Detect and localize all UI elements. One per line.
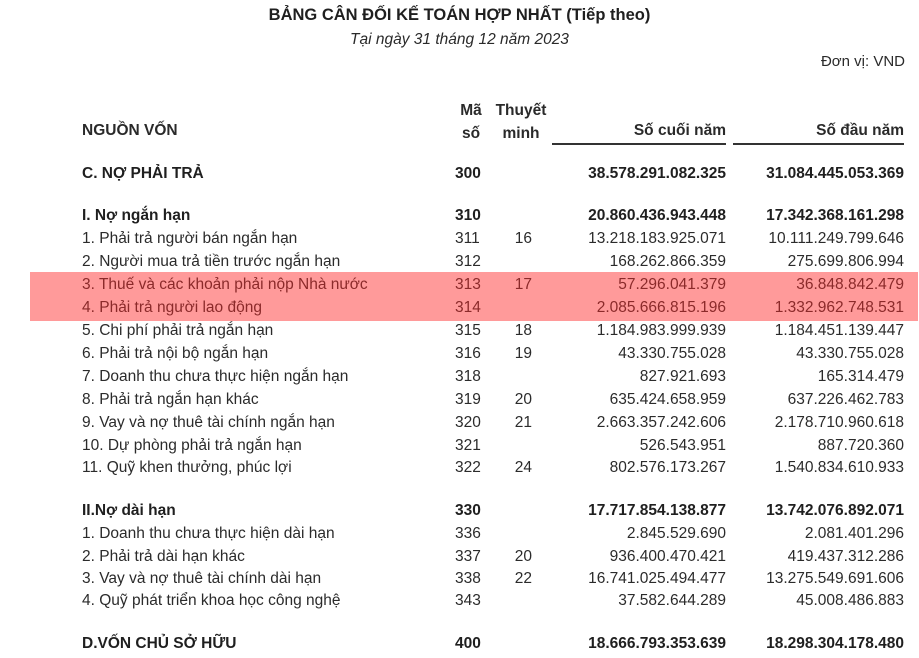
column-header-note-line1: Thuyết (495, 102, 547, 119)
row-start-value: 13.275.549.691.606 (766, 570, 904, 587)
row-start-value: 637.226.462.783 (787, 391, 904, 408)
row-end-value: 526.543.951 (639, 437, 726, 454)
table-row (0, 343, 919, 365)
document-title: BẢNG CÂN ĐỐI KẾ TOÁN HỢP NHẤT (Tiếp theo) (268, 6, 651, 24)
row-code: 316 (455, 345, 481, 362)
table-row (0, 389, 919, 411)
table-row (0, 435, 919, 457)
row-end-value: 16.741.025.494.477 (588, 570, 726, 587)
row-name: 2. Người mua trả tiền trước ngắn hạn (82, 253, 341, 270)
row-name: 10. Dự phòng phải trả ngắn hạn (82, 437, 302, 454)
row-name: 3. Vay và nợ thuê tài chính dài hạn (82, 570, 322, 587)
row-start-value: 43.330.755.028 (796, 345, 904, 362)
table-row (0, 163, 919, 185)
table-row (0, 366, 919, 388)
row-end-value: 2.845.529.690 (626, 525, 726, 542)
row-note: 19 (514, 345, 532, 362)
row-start-value: 45.008.486.883 (796, 592, 904, 609)
row-name: 1. Phải trả người bán ngắn hạn (82, 230, 298, 247)
row-name: I. Nợ ngắn hạn (82, 207, 191, 224)
row-start-value: 887.720.360 (817, 437, 904, 454)
row-name: 5. Chi phí phải trả ngắn hạn (82, 322, 274, 339)
column-header-note-line2: minh (502, 125, 540, 142)
row-start-value: 1.540.834.610.933 (774, 459, 904, 476)
row-note: 20 (514, 548, 532, 565)
row-code: 313 (455, 276, 481, 293)
row-end-value: 18.666.793.353.639 (588, 635, 726, 652)
table-row (0, 568, 919, 590)
row-name: D.VỐN CHỦ SỞ HỮU (82, 635, 237, 652)
row-note: 22 (514, 570, 532, 587)
row-end-value: 936.400.470.421 (609, 548, 726, 565)
column-header-note (490, 99, 552, 145)
row-code: 322 (455, 459, 481, 476)
row-note: 24 (514, 459, 532, 476)
row-end-value: 635.424.658.959 (609, 391, 726, 408)
row-code: 336 (455, 525, 481, 542)
row-start-value: 419.437.312.286 (787, 548, 904, 565)
row-end-value: 827.921.693 (639, 368, 726, 385)
row-name: C. NỢ PHẢI TRẢ (82, 165, 204, 182)
row-start-value: 1.332.962.748.531 (774, 299, 904, 316)
row-end-value: 2.663.357.242.606 (596, 414, 726, 431)
row-code: 337 (455, 548, 481, 565)
row-end-value: 17.717.854.138.877 (588, 502, 726, 519)
column-header-end-of-year: Số cuối năm (552, 122, 726, 145)
row-start-value: 2.178.710.960.618 (774, 414, 904, 431)
row-start-value: 275.699.806.994 (787, 253, 904, 270)
row-code: 343 (455, 592, 481, 609)
row-start-value: 165.314.479 (817, 368, 904, 385)
table-row-highlighted (0, 274, 919, 296)
row-note: 20 (514, 391, 532, 408)
table-row (0, 590, 919, 612)
column-header-code-line1: Mã (460, 102, 482, 119)
row-name: 8. Phải trả ngắn hạn khác (82, 391, 259, 408)
column-header-source: NGUỒN VỐN (82, 122, 178, 139)
row-start-value: 18.298.304.178.480 (766, 635, 904, 652)
row-code: 400 (455, 635, 481, 652)
row-name: 4. Phải trả người lao động (82, 299, 262, 316)
row-code: 338 (455, 570, 481, 587)
row-note: 18 (514, 322, 532, 339)
table-row (0, 546, 919, 568)
row-code: 318 (455, 368, 481, 385)
table-row (0, 320, 919, 342)
row-code: 315 (455, 322, 481, 339)
table-row (0, 523, 919, 545)
table-row (0, 412, 919, 434)
row-start-value: 13.742.076.892.071 (766, 502, 904, 519)
row-name: 3. Thuế và các khoản phải nộp Nhà nước (82, 276, 368, 293)
row-start-value: 17.342.368.161.298 (766, 207, 904, 224)
row-start-value: 31.084.445.053.369 (766, 165, 904, 182)
row-start-value: 10.111.249.799.646 (768, 230, 904, 247)
row-name: 7. Doanh thu chưa thực hiện ngắn hạn (82, 368, 349, 385)
table-row-highlighted (0, 297, 919, 319)
table-row (0, 205, 919, 227)
row-code: 321 (455, 437, 481, 454)
row-end-value: 802.576.173.267 (609, 459, 726, 476)
column-header-code (455, 99, 487, 145)
table-row (0, 457, 919, 479)
row-name: 2. Phải trả dài hạn khác (82, 548, 245, 565)
row-start-value: 36.848.842.479 (796, 276, 904, 293)
row-code: 312 (455, 253, 481, 270)
row-code: 300 (455, 165, 481, 182)
row-note: 21 (514, 414, 532, 431)
row-note: 16 (514, 230, 532, 247)
row-end-value: 37.582.644.289 (618, 592, 726, 609)
row-name: 11. Quỹ khen thưởng, phúc lợi (82, 459, 292, 476)
row-name: 4. Quỹ phát triển khoa học công nghệ (82, 592, 341, 609)
row-code: 314 (455, 299, 481, 316)
table-row (0, 500, 919, 522)
row-name: 6. Phải trả nội bộ ngắn hạn (82, 345, 269, 362)
row-name: 9. Vay và nợ thuê tài chính ngắn hạn (82, 414, 335, 431)
currency-unit: Đơn vị: VND (820, 53, 905, 70)
column-header-code-line2: số (461, 125, 481, 142)
row-end-value: 1.184.983.999.939 (596, 322, 726, 339)
row-start-value: 1.184.451.139.447 (774, 322, 904, 339)
row-name: II.Nợ dài hạn (82, 502, 176, 519)
row-start-value: 2.081.401.296 (804, 525, 904, 542)
table-row (0, 251, 919, 273)
document-date: Tại ngày 31 tháng 12 năm 2023 (350, 31, 569, 48)
row-end-value: 2.085.666.815.196 (596, 299, 726, 316)
row-note: 17 (514, 276, 532, 293)
row-code: 311 (455, 230, 480, 247)
row-code: 320 (455, 414, 481, 431)
row-end-value: 20.860.436.943.448 (588, 207, 726, 224)
table-row (0, 633, 919, 655)
table-row (0, 228, 919, 250)
row-code: 319 (455, 391, 481, 408)
row-end-value: 43.330.755.028 (618, 345, 726, 362)
row-end-value: 13.218.183.925.071 (588, 230, 726, 247)
row-code: 330 (455, 502, 481, 519)
row-end-value: 168.262.866.359 (609, 253, 726, 270)
row-end-value: 38.578.291.082.325 (588, 165, 726, 182)
row-name: 1. Doanh thu chưa thực hiện dài hạn (82, 525, 335, 542)
column-header-start-of-year: Số đầu năm (733, 122, 904, 145)
row-end-value: 57.296.041.379 (618, 276, 726, 293)
row-code: 310 (455, 207, 481, 224)
